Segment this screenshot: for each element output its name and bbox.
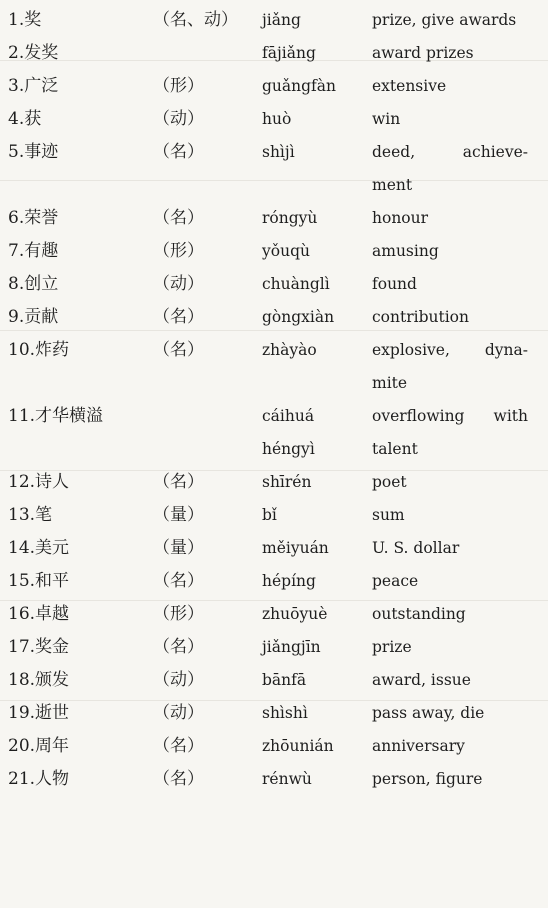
vocab-entry [0, 301, 548, 334]
vocab-chinese: 和平 [35, 571, 70, 591]
vocab-number: 15. [8, 571, 36, 591]
vocab-pinyin: shìjì [262, 143, 295, 161]
vocab-english: amusing [372, 242, 439, 260]
vocab-number: 8. [8, 274, 25, 294]
vocab-pinyin: gòngxiàn [262, 308, 335, 326]
vocab-word [8, 697, 69, 730]
vocab-part-of-speech: （名） [153, 769, 204, 789]
vocab-english: overflowing with [372, 407, 528, 425]
vocab-part-of-speech: （名） [153, 208, 204, 228]
vocab-chinese: 发奖 [24, 43, 59, 63]
vocab-word [8, 103, 41, 136]
vocab-entry [0, 697, 548, 730]
vocab-english: award prizes [372, 44, 474, 62]
vocab-part-of-speech: （名、动） [153, 10, 238, 30]
vocab-part-of-speech: （名） [153, 340, 204, 360]
vocab-english: U. S. dollar [372, 539, 460, 557]
vocab-english: anniversary [372, 737, 465, 755]
vocab-english-continued: talent [372, 440, 418, 458]
vocab-entry-line [0, 565, 548, 598]
vocab-entry [0, 499, 548, 532]
vocab-word [8, 70, 58, 103]
vocab-number: 16. [8, 604, 36, 624]
vocab-part-of-speech: （动） [153, 274, 204, 294]
vocab-number: 13. [8, 505, 36, 525]
vocab-number: 11. [8, 406, 36, 426]
vocab-pinyin: rénwù [262, 770, 312, 788]
vocab-entry-line [0, 697, 548, 730]
vocab-english-continued: mite [372, 374, 408, 392]
vocab-entry-line [0, 37, 548, 70]
vocab-pinyin: huò [262, 110, 292, 128]
vocab-english-continued: ment [372, 176, 413, 194]
vocab-number: 1. [8, 10, 25, 30]
vocab-entry-line [0, 367, 548, 400]
vocab-number: 17. [8, 637, 36, 657]
vocab-chinese: 卓越 [35, 604, 70, 624]
vocab-part-of-speech: （动） [153, 703, 204, 723]
vocab-word [8, 334, 69, 367]
vocab-pinyin: bānfā [262, 671, 307, 689]
vocab-part-of-speech: （名） [153, 637, 204, 657]
vocab-chinese: 奖 [24, 10, 42, 30]
vocab-entry-line [0, 268, 548, 301]
vocab-word [8, 268, 58, 301]
vocab-pinyin: shīrén [262, 473, 312, 491]
vocab-number: 3. [8, 76, 25, 96]
vocab-english: award, issue [372, 671, 471, 689]
vocab-part-of-speech: （量） [153, 538, 204, 558]
vocab-number: 18. [8, 670, 36, 690]
vocab-word [8, 400, 103, 433]
vocab-entry [0, 103, 548, 136]
vocab-chinese: 获 [24, 109, 42, 129]
vocab-number: 4. [8, 109, 25, 129]
vocab-english: pass away, die [372, 704, 485, 722]
vocab-chinese: 有趣 [24, 241, 59, 261]
vocab-number: 2. [8, 43, 25, 63]
vocab-part-of-speech: （名） [153, 142, 204, 162]
vocab-word [8, 631, 69, 664]
vocab-chinese: 诗人 [35, 472, 70, 492]
vocab-part-of-speech: （名） [153, 307, 204, 327]
vocab-entry [0, 37, 548, 70]
vocab-entry [0, 664, 548, 697]
vocab-part-of-speech: （名） [153, 472, 204, 492]
vocab-entry-line [0, 631, 548, 664]
vocab-chinese: 笔 [35, 505, 53, 525]
vocab-part-of-speech: （动） [153, 109, 204, 129]
vocab-word [8, 136, 58, 169]
vocab-number: 19. [8, 703, 36, 723]
vocab-word [8, 235, 58, 268]
vocab-number: 10. [8, 340, 36, 360]
vocab-pinyin: zhuōyuè [262, 605, 328, 623]
vocab-entry [0, 235, 548, 268]
vocab-word [8, 565, 69, 598]
vocab-pinyin-continued: héngyì [262, 440, 315, 458]
vocab-chinese: 奖金 [35, 637, 70, 657]
vocab-part-of-speech: （名） [153, 571, 204, 591]
vocab-entry [0, 763, 548, 796]
vocab-word [8, 664, 69, 697]
vocab-number: 21. [8, 769, 36, 789]
vocab-english: extensive [372, 77, 447, 95]
vocab-chinese: 周年 [35, 736, 70, 756]
vocab-part-of-speech: （动） [153, 670, 204, 690]
vocab-pinyin: jiǎng [262, 11, 301, 29]
vocab-entry-line [0, 235, 548, 268]
vocab-entry [0, 202, 548, 235]
vocab-english: win [372, 110, 401, 128]
vocab-part-of-speech: （形） [153, 241, 204, 261]
vocab-entry [0, 136, 548, 202]
vocab-entry-line [0, 103, 548, 136]
vocab-chinese: 逝世 [35, 703, 70, 723]
vocab-entry-line [0, 730, 548, 763]
vocab-word [8, 598, 69, 631]
vocab-part-of-speech: （形） [153, 76, 204, 96]
vocab-pinyin: chuànglì [262, 275, 330, 293]
vocab-entry [0, 598, 548, 631]
vocab-pinyin: zhàyào [262, 341, 317, 359]
vocab-word [8, 763, 69, 796]
vocab-entry-line [0, 466, 548, 499]
vocab-entry-line [0, 202, 548, 235]
vocab-english: honour [372, 209, 429, 227]
vocab-number: 9. [8, 307, 25, 327]
vocab-word [8, 499, 52, 532]
vocab-number: 14. [8, 538, 36, 558]
vocab-part-of-speech: （量） [153, 505, 204, 525]
vocab-pinyin: měiyuán [262, 539, 329, 557]
vocab-chinese: 事迹 [24, 142, 59, 162]
vocab-number: 7. [8, 241, 25, 261]
vocab-word [8, 301, 58, 334]
vocab-word [8, 37, 58, 70]
vocab-entry-line [0, 400, 548, 433]
vocab-entry-line [0, 301, 548, 334]
vocab-english: contribution [372, 308, 469, 326]
vocab-word [8, 4, 41, 37]
vocab-entry-line [0, 499, 548, 532]
vocab-english: explosive, dyna- [372, 341, 528, 359]
vocab-pinyin: yǒuqù [262, 242, 310, 260]
vocab-part-of-speech: （形） [153, 604, 204, 624]
vocab-chinese: 炸药 [35, 340, 70, 360]
vocab-chinese: 贡献 [24, 307, 59, 327]
vocab-english: sum [372, 506, 405, 524]
vocab-entry-line [0, 763, 548, 796]
vocab-word [8, 532, 69, 565]
vocab-english: poet [372, 473, 407, 491]
vocab-entry [0, 565, 548, 598]
vocab-entry-line [0, 598, 548, 631]
vocab-entry-line [0, 664, 548, 697]
vocab-entry-line [0, 70, 548, 103]
vocab-number: 5. [8, 142, 25, 162]
vocab-chinese: 美元 [35, 538, 70, 558]
vocab-chinese: 创立 [24, 274, 59, 294]
vocab-english: person, figure [372, 770, 483, 788]
vocab-english: prize [372, 638, 412, 656]
vocab-entry [0, 730, 548, 763]
vocab-number: 12. [8, 472, 36, 492]
vocabulary-list [0, 4, 548, 796]
vocab-word [8, 202, 58, 235]
vocab-entry [0, 631, 548, 664]
vocab-chinese: 荣誉 [24, 208, 59, 228]
vocab-pinyin: cáihuá [262, 407, 315, 425]
vocab-entry-line [0, 4, 548, 37]
vocab-entry-line [0, 136, 548, 169]
vocab-number: 20. [8, 736, 36, 756]
vocab-pinyin: jiǎngjīn [262, 638, 321, 656]
vocab-entry [0, 268, 548, 301]
vocab-pinyin: shìshì [262, 704, 308, 722]
vocab-english: outstanding [372, 605, 466, 623]
vocab-entry [0, 466, 548, 499]
vocab-entry-line [0, 334, 548, 367]
vocab-entry [0, 400, 548, 466]
vocab-word [8, 730, 69, 763]
vocab-pinyin: zhōunián [262, 737, 334, 755]
vocab-number: 6. [8, 208, 25, 228]
vocab-english: peace [372, 572, 419, 590]
vocab-entry-line [0, 433, 548, 466]
vocab-entry-line [0, 532, 548, 565]
vocab-pinyin: róngyù [262, 209, 318, 227]
vocab-word [8, 466, 69, 499]
vocab-pinyin: guǎngfàn [262, 77, 337, 95]
vocab-english: deed, achieve- [372, 143, 528, 161]
vocab-chinese: 广泛 [24, 76, 59, 96]
vocab-entry-line [0, 169, 548, 202]
vocab-english: found [372, 275, 417, 293]
vocab-entry [0, 70, 548, 103]
vocab-english: prize, give awards [372, 11, 517, 29]
vocab-chinese: 才华横溢 [35, 406, 104, 426]
vocab-part-of-speech: （名） [153, 736, 204, 756]
vocab-entry [0, 334, 548, 400]
vocab-pinyin: fājiǎng [262, 44, 316, 62]
vocab-entry [0, 4, 548, 37]
vocab-pinyin: bǐ [262, 506, 277, 524]
vocab-pinyin: hépíng [262, 572, 316, 590]
vocab-chinese: 颁发 [35, 670, 70, 690]
vocab-entry [0, 532, 548, 565]
vocab-chinese: 人物 [35, 769, 70, 789]
